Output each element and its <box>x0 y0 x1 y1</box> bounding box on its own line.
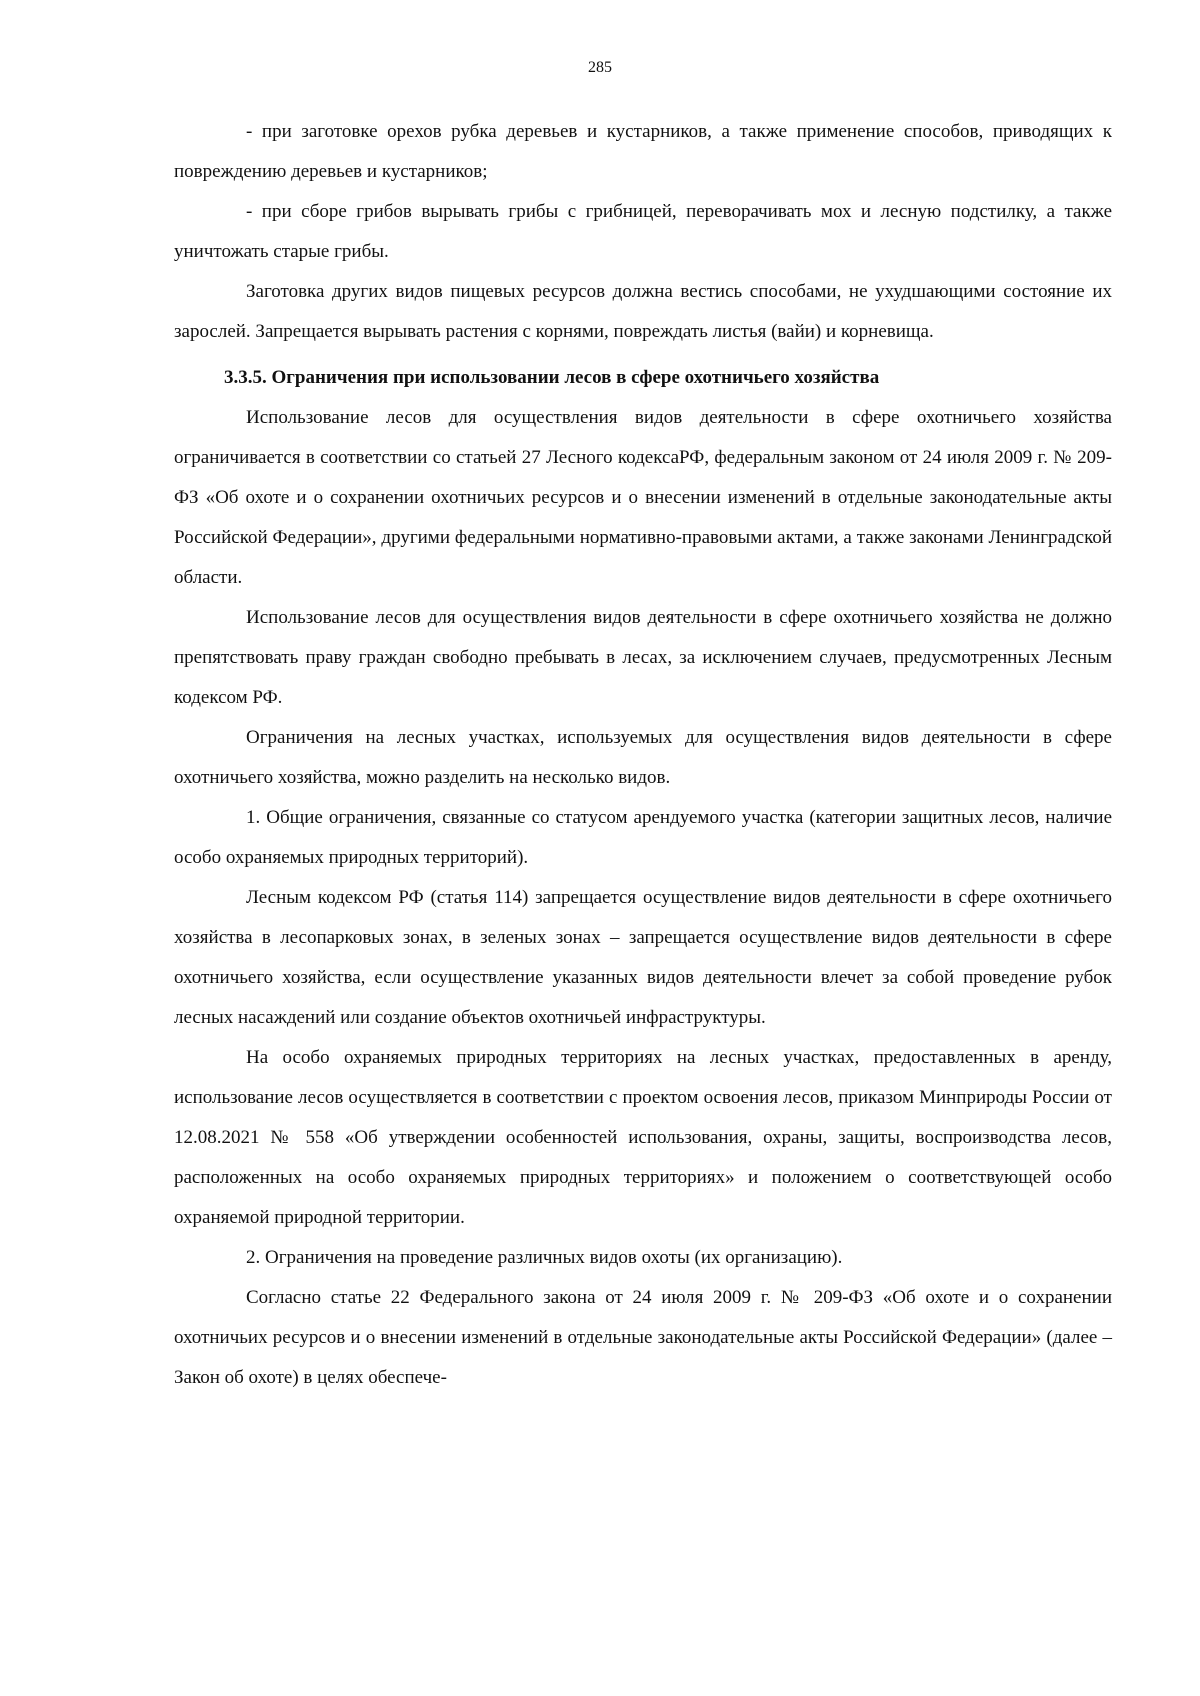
paragraph-hunting-legal-basis: Использование лесов для осуществления видов деятельности в сфере охотничьего хозяйства ограничивается в соответствии со статьей 27 Лесного кодексаРФ, федеральным законом от 24 июля 2009 г. № 209-ФЗ «Об охоте и о сохранении охотничьих ресурсов и о внесении изменений в отдельные законодательные акты Российской Федерации», другими федеральными нормативно-правовыми актами, а также законами Ленинградской области. <box>174 407 1112 588</box>
paragraph-protected-areas: На особо охраняемых природных территориях на лесных участках, предоставленных в аренду, использование лесов осуществляется в соответствии с проектом освоения лесов, приказом Минприроды России от 12.08.2021 № 558 «Об утверждении особенностей использования, охраны, защиты, воспроизводства лесов, расположенных на особо охраняемых природных территориях» и положением о соответствующей особо охраняемой природной территории. <box>174 1047 1112 1228</box>
paragraph-mushroom-gathering: - при сборе грибов вырывать грибы с грибницей, переворачивать мох и лесную подстилку, а также уничтожать старые грибы. <box>174 201 1112 262</box>
paragraph-article-22: Согласно статье 22 Федерального закона от 24 июля 2009 г. № 209-ФЗ «Об охоте и о сохранении охотничьих ресурсов и о внесении изменений в отдельные законодательные акты Российской Федерации» (далее – Закон об охоте) в целях обеспече- <box>174 1287 1112 1388</box>
paragraph-other-food-resources: Заготовка других видов пищевых ресурсов должна вестись способами, не ухудшающими состояние их зарослей. Запрещается вырывать растения с корнями, повреждать листья (вайи) и корневища. <box>174 281 1112 342</box>
section-heading: 3.3.5. Ограничения при использовании лесов в сфере охотничьего хозяйства <box>224 367 880 388</box>
paragraph-hunting-type-restrictions: 2. Ограничения на проведение различных видов охоты (их организацию). <box>246 1247 843 1268</box>
paragraph-general-restrictions: 1. Общие ограничения, связанные со статусом арендуемого участка (категории защитных лесов, наличие особо охраняемых природных территорий). <box>174 807 1112 868</box>
paragraph-restriction-types: Ограничения на лесных участках, используемых для осуществления видов деятельности в сфере охотничьего хозяйства, можно разделить на несколько видов. <box>174 727 1112 788</box>
page-number: 285 <box>588 59 612 76</box>
paragraph-citizens-rights: Использование лесов для осуществления видов деятельности в сфере охотничьего хозяйства не должно препятствовать праву граждан свободно пребывать в лесах, за исключением случаев, предусмотренных Лесным кодексом РФ. <box>174 607 1112 708</box>
paragraph-nuts-harvesting: - при заготовке орехов рубка деревьев и кустарников, а также применение способов, приводящих к повреждению деревьев и кустарников; <box>174 121 1112 182</box>
document-body <box>174 112 1112 1398</box>
paragraph-forest-code-article-114: Лесным кодексом РФ (статья 114) запрещается осуществление видов деятельности в сфере охотничьего хозяйства в лесопарковых зонах, в зеленых зонах – запрещается осуществление видов деятельности в сфере охотничьего хозяйства, если осуществление указанных видов деятельности влечет за собой проведение рубок лесных насаждений или создание объектов охотничьей инфраструктуры. <box>174 887 1112 1028</box>
